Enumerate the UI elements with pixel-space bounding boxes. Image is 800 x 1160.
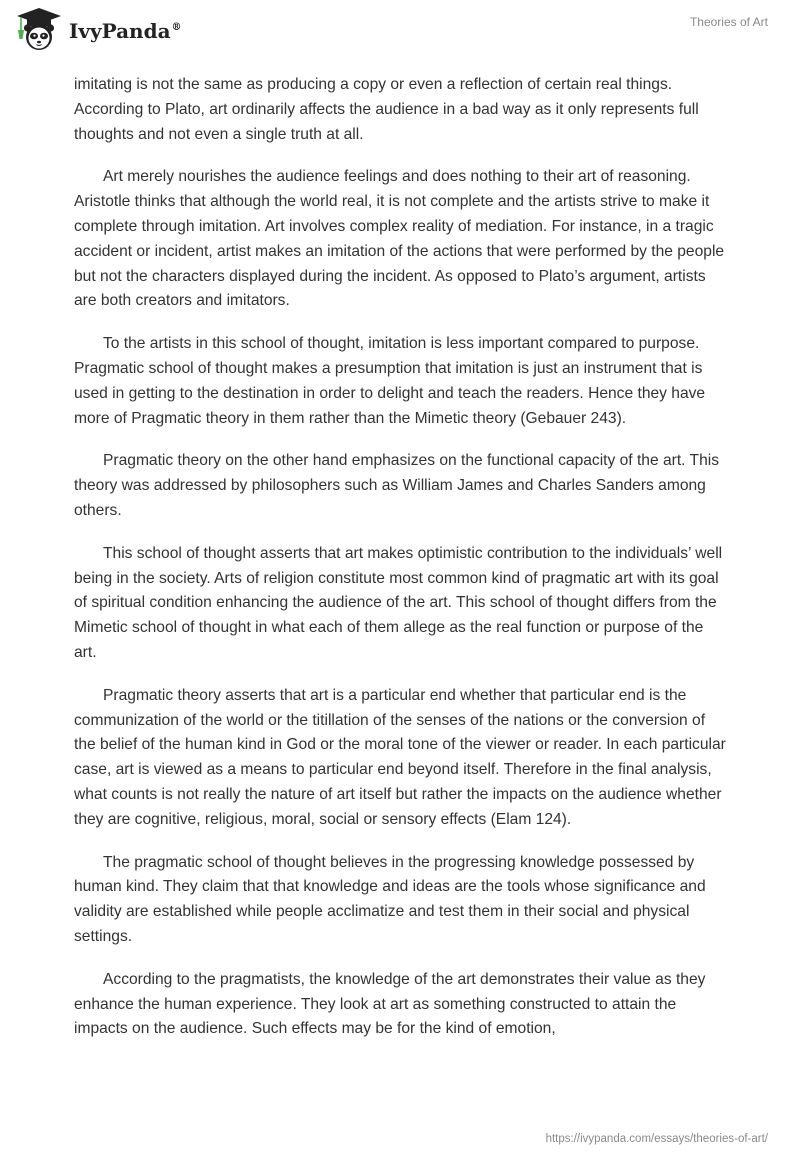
brand-name: IvyPanda® (69, 19, 182, 43)
registered-mark: ® (171, 22, 182, 34)
page-header (0, 0, 800, 66)
paragraph: According to the pragmatists, the knowledge of the art demonstrates their value as they enhance the human experience. They look at art as something constructed to attain the impacts on the audience. Such effects may be for the kind of emotion, (74, 970, 706, 1038)
brand-logo[interactable] (14, 6, 182, 52)
paragraph: Pragmatic theory asserts that art is a particular end whether that particular end is the communization of the world or the titillation of the senses of the nations or the conversion of the belief of the human kind in God or the moral tone of the viewer or reader. In each particular case, art is viewed as a means to particular end beyond itself. Therefore in the final analysis, what counts is not really the nature of art itself but rather the impacts on the audience whether they are cognitive, religious, moral, social or sensory effects (Elam 124). (74, 686, 726, 828)
paragraph: imitating is not the same as producing a copy or even a reflection of certain real things. According to Plato, art ordinarily affects the audience in a bad way as it only represents full thoughts and not even a single truth at all. (74, 76, 699, 143)
panda-logo-icon (14, 6, 64, 52)
document-title: Theories of Art (689, 15, 768, 29)
paragraph: Art merely nourishes the audience feelings and does nothing to their art of reasoning. Aristotle thinks that although the world real, it is not complete and the artists strive to make it complete through imitation. Art involves complex reality of mediation. For instance, in a tragic accident or incident, artist makes an imitation of the actions that were performed by the people but not the characters displayed during the incident. As opposed to Plato’s argument, artists are both creators and imitators. (74, 168, 725, 310)
paragraph: This school of thought asserts that art makes optimistic contribution to the individuals’ well being in the society. Arts of religion constitute most common kind of pragmatic art with its goal of spiritual condition enhancing the audience of the art. This school of thought differs from the Mimetic school of thought in what each of them allege as the real function or purpose of the art. (74, 544, 723, 661)
source-url[interactable]: https://ivypanda.com/essays/theories-of-art/ (545, 1133, 768, 1145)
paragraph: The pragmatic school of thought believes in the progressing knowledge possessed by human kind. They claim that that knowledge and ideas are the tools whose significance and validity are established while people acclimatize and test them in their social and physical settings. (74, 853, 706, 945)
paragraph: To the artists in this school of thought, imitation is less important compared to purpose. Pragmatic school of thought makes a presumption that imitation is just an instrument that is used in getting to the destination in order to delight and teach the readers. Hence they have more of Pragmatic theory in them rather than the Mimetic theory (Gebauer 243). (74, 335, 706, 427)
essay-body (74, 73, 726, 1060)
paragraph: Pragmatic theory on the other hand emphasizes on the functional capacity of the art. This theory was addressed by philosophers such as William James and Charles Sanders among others. (74, 452, 720, 519)
